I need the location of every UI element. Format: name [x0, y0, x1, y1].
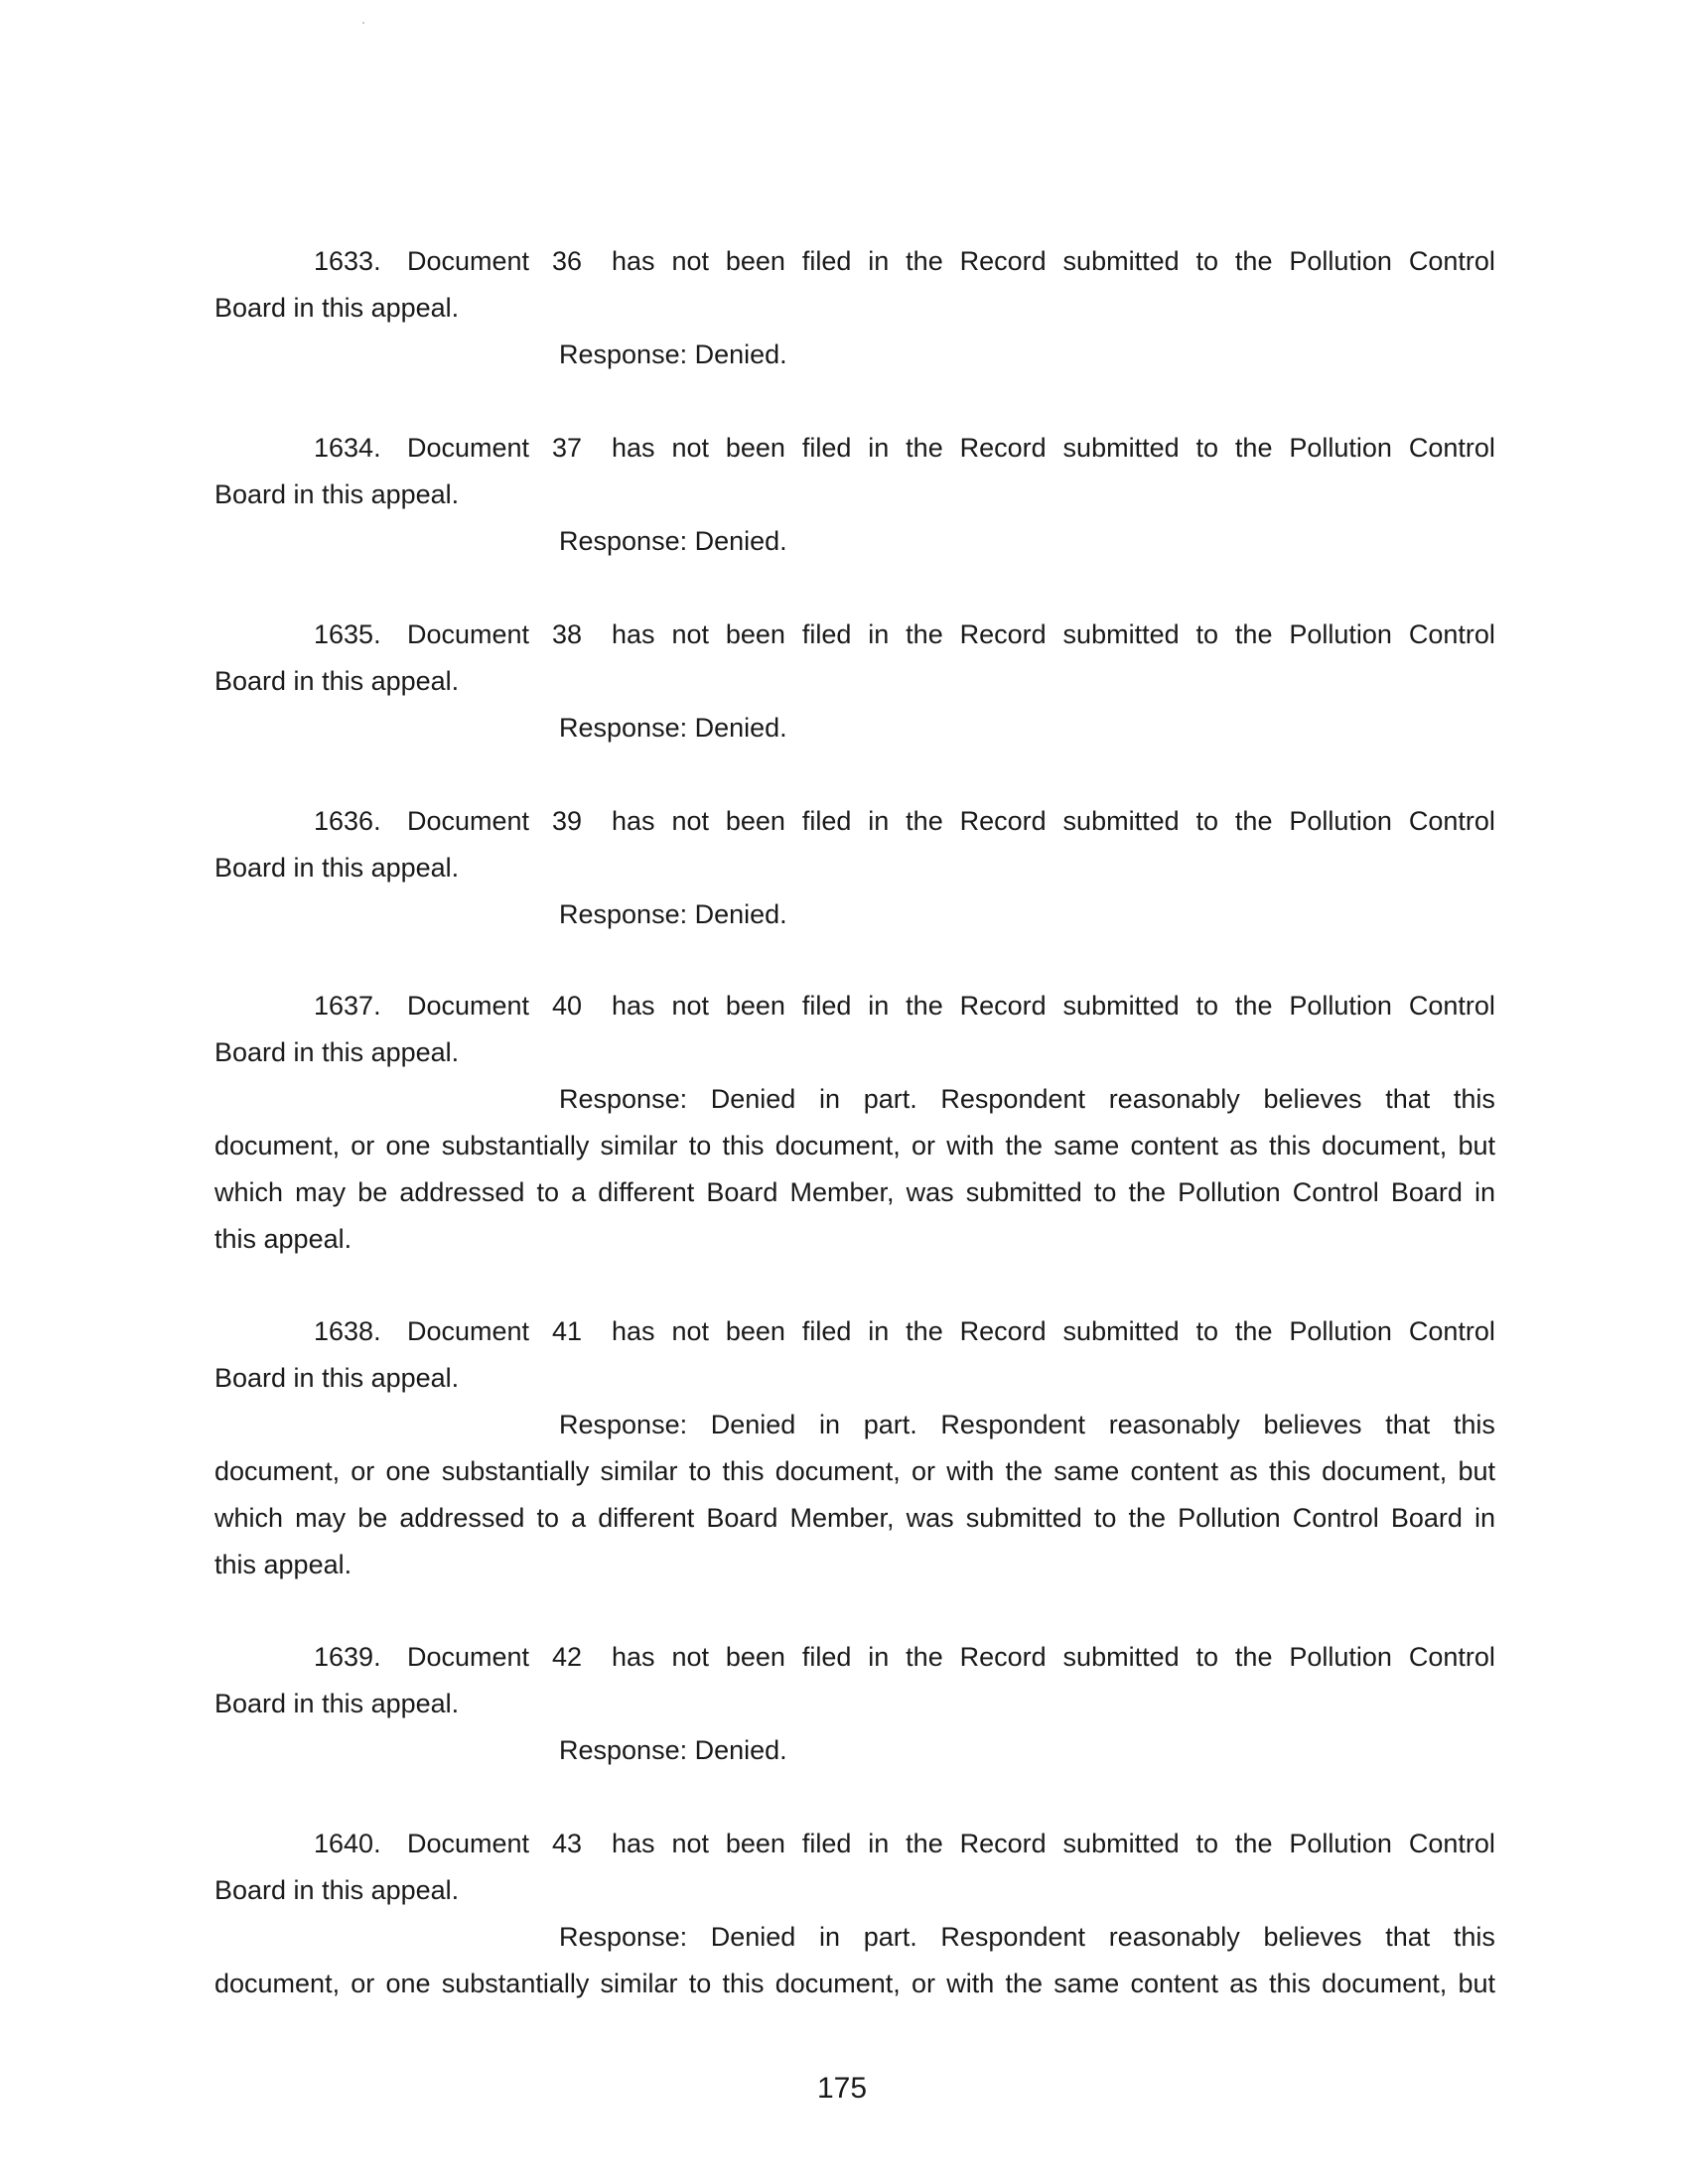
statement-text	[612, 798, 1495, 845]
list-item	[214, 798, 1495, 938]
list-item	[214, 612, 1495, 751]
statement-tail: Board in this appeal.	[214, 1037, 460, 1067]
paragraph-number: 1636.	[314, 806, 381, 836]
response-line: which may be addressed to a different Board Member, was submitted to the Pollution Control Board in	[214, 1503, 1495, 1533]
response-word: Denied	[710, 1084, 796, 1114]
statement-word: filed	[801, 433, 852, 463]
statement-word: been	[725, 619, 785, 649]
statement-word: not	[671, 246, 709, 276]
list-item	[214, 983, 1495, 1263]
statement-word: submitted	[1062, 246, 1180, 276]
statement-word: Pollution	[1289, 991, 1392, 1021]
statement-word: not	[671, 806, 709, 836]
statement-word: filed	[801, 806, 852, 836]
response-word: Denied	[710, 1922, 796, 1952]
list-item	[214, 425, 1495, 565]
statement-word: filed	[801, 619, 852, 649]
statement-word: the	[906, 619, 943, 649]
statement-word: the	[906, 1316, 943, 1346]
statement-first-line	[214, 798, 1495, 845]
document-word: Document	[407, 1316, 530, 1346]
response-word: believes	[1263, 1410, 1362, 1439]
statement-word: Record	[959, 1829, 1047, 1858]
response-word: this	[1453, 1410, 1495, 1439]
statement-word: to	[1195, 433, 1219, 463]
document-number: 38	[552, 619, 583, 649]
statement-word: Record	[959, 246, 1047, 276]
statement-word: in	[868, 619, 890, 649]
statement-text	[612, 1821, 1495, 1867]
statement-word: has	[612, 433, 655, 463]
document-word: Document	[407, 991, 530, 1021]
statement-word: Control	[1408, 1316, 1495, 1346]
statement-word: the	[906, 246, 943, 276]
statement-word: the	[906, 806, 943, 836]
statement-text	[612, 1308, 1495, 1355]
statement-word: Pollution	[1289, 619, 1392, 649]
document-number: 37	[552, 433, 583, 463]
response-word: reasonably	[1108, 1084, 1240, 1114]
document-word: Document	[407, 806, 530, 836]
statement-word: filed	[801, 991, 852, 1021]
response-word: Respondent	[940, 1084, 1086, 1114]
statement-word: not	[671, 991, 709, 1021]
statement-word: the	[1234, 246, 1273, 276]
statement-word: not	[671, 619, 709, 649]
response-text: Response: Denied.	[559, 340, 787, 369]
response-word: Respondent	[940, 1922, 1086, 1952]
statement-word: submitted	[1062, 991, 1180, 1021]
statement-word: the	[1234, 991, 1273, 1021]
statement-word: Control	[1408, 1829, 1495, 1858]
response-last-line: this appeal.	[214, 1550, 352, 1579]
statement-word: to	[1195, 806, 1219, 836]
statement-word: in	[868, 991, 890, 1021]
statement-word: been	[725, 1642, 785, 1672]
statement-word: been	[725, 433, 785, 463]
statement-word: Record	[959, 1316, 1047, 1346]
statement-word: not	[671, 1316, 709, 1346]
statement-word: has	[612, 806, 655, 836]
statement-word: Control	[1408, 806, 1495, 836]
statement-word: been	[725, 991, 785, 1021]
document-word: Document	[407, 246, 530, 276]
statement-word: the	[906, 433, 943, 463]
document-word: Document	[407, 619, 530, 649]
statement-word: has	[612, 1316, 655, 1346]
response-last-line: this appeal.	[214, 1224, 352, 1254]
response-word: in	[819, 1922, 841, 1952]
response-word: Respondent	[940, 1410, 1086, 1439]
statement-word: submitted	[1062, 806, 1180, 836]
statement-text	[612, 425, 1495, 472]
statement-word: the	[906, 1642, 943, 1672]
response-word: Denied	[710, 1410, 796, 1439]
statement-tail: Board in this appeal.	[214, 666, 460, 696]
statement-first-line	[214, 983, 1495, 1029]
statement-word: submitted	[1062, 433, 1180, 463]
statement-text	[612, 612, 1495, 658]
statement-word: been	[725, 246, 785, 276]
statement-word: to	[1195, 619, 1219, 649]
statement-word: to	[1195, 246, 1219, 276]
statement-word: the	[1234, 1829, 1273, 1858]
statement-word: not	[671, 433, 709, 463]
statement-word: Record	[959, 619, 1047, 649]
list-item	[214, 238, 1495, 378]
statement-word: the	[906, 1829, 943, 1858]
response-word: reasonably	[1108, 1922, 1240, 1952]
statement-word: the	[1234, 433, 1273, 463]
statement-tail: Board in this appeal.	[214, 853, 460, 883]
statement-word: has	[612, 619, 655, 649]
statement-word: submitted	[1062, 1642, 1180, 1672]
document-word: Document	[407, 433, 530, 463]
statement-word: Record	[959, 433, 1047, 463]
document-number: 42	[552, 1642, 583, 1672]
statement-word: has	[612, 1642, 655, 1672]
statement-word: the	[906, 991, 943, 1021]
response-word: this	[1453, 1084, 1495, 1114]
document-number: 40	[552, 991, 583, 1021]
statement-word: to	[1195, 1829, 1219, 1858]
paragraph-number: 1637.	[314, 991, 381, 1021]
statement-word: in	[868, 806, 890, 836]
statement-text	[612, 983, 1495, 1029]
paragraph-number: 1633.	[314, 246, 381, 276]
statement-word: Record	[959, 991, 1047, 1021]
statement-word: the	[1234, 1642, 1273, 1672]
statement-word: Pollution	[1289, 806, 1392, 836]
statement-tail: Board in this appeal.	[214, 1875, 460, 1905]
statement-word: in	[868, 246, 890, 276]
statement-word: the	[1234, 1316, 1273, 1346]
response-word: this	[1453, 1922, 1495, 1952]
response-first-line	[214, 1914, 1495, 1961]
statement-word: submitted	[1062, 619, 1180, 649]
response-word: that	[1385, 1922, 1431, 1952]
scan-speck	[362, 22, 364, 24]
statement-word: Pollution	[1289, 1316, 1392, 1346]
statement-word: Control	[1408, 1642, 1495, 1672]
statement-first-line	[214, 425, 1495, 472]
response-word: reasonably	[1108, 1410, 1240, 1439]
statement-tail: Board in this appeal.	[214, 479, 460, 509]
statement-word: Control	[1408, 619, 1495, 649]
paragraph-number: 1639.	[314, 1642, 381, 1672]
statement-word: filed	[801, 246, 852, 276]
statement-first-line	[214, 1308, 1495, 1355]
statement-word: in	[868, 1829, 890, 1858]
statement-first-line	[214, 238, 1495, 285]
statement-word: Record	[959, 1642, 1047, 1672]
statement-word: has	[612, 991, 655, 1021]
paragraph-number: 1638.	[314, 1316, 381, 1346]
statement-word: submitted	[1062, 1316, 1180, 1346]
document-number: 36	[552, 246, 583, 276]
statement-text	[612, 238, 1495, 285]
statement-tail: Board in this appeal.	[214, 1363, 460, 1393]
statement-first-line	[214, 1634, 1495, 1681]
paragraph-number: 1640.	[314, 1829, 381, 1858]
response-word: part.	[863, 1922, 917, 1952]
statement-word: filed	[801, 1316, 852, 1346]
response-word: Response:	[559, 1410, 688, 1439]
response-word: part.	[863, 1410, 917, 1439]
paragraph-number: 1634.	[314, 433, 381, 463]
response-text: Response: Denied.	[559, 1735, 787, 1765]
response-word: in	[819, 1084, 841, 1114]
statement-word: Record	[959, 806, 1047, 836]
statement-word: the	[1234, 806, 1273, 836]
response-word: Response:	[559, 1922, 688, 1952]
list-item	[214, 1821, 1495, 2007]
statement-word: Pollution	[1289, 1642, 1392, 1672]
statement-word: been	[725, 1316, 785, 1346]
statement-word: has	[612, 246, 655, 276]
document-number: 41	[552, 1316, 583, 1346]
response-text: Response: Denied.	[559, 899, 787, 929]
document-word: Document	[407, 1642, 530, 1672]
statement-tail: Board in this appeal.	[214, 293, 460, 323]
list-item	[214, 1308, 1495, 1588]
document-number: 43	[552, 1829, 583, 1858]
statement-word: to	[1195, 991, 1219, 1021]
statement-word: Pollution	[1289, 246, 1392, 276]
statement-word: to	[1195, 1642, 1219, 1672]
response-word: that	[1385, 1410, 1431, 1439]
document-number: 39	[552, 806, 583, 836]
response-first-line	[214, 1402, 1495, 1448]
statement-word: in	[868, 1316, 890, 1346]
statement-word: Control	[1408, 246, 1495, 276]
response-line: document, or one substantially similar to this document, or with the same content as this document, but	[214, 1456, 1495, 1486]
response-text: Response: Denied.	[559, 526, 787, 556]
response-word: that	[1385, 1084, 1431, 1114]
statement-word: in	[868, 1642, 890, 1672]
document-word: Document	[407, 1829, 530, 1858]
response-word: believes	[1263, 1084, 1362, 1114]
statement-word: not	[671, 1642, 709, 1672]
response-line: document, or one substantially similar to this document, or with the same content as this document, but	[214, 1131, 1495, 1160]
statement-word: in	[868, 433, 890, 463]
statement-word: the	[1234, 619, 1273, 649]
response-word: Response:	[559, 1084, 688, 1114]
statement-word: Pollution	[1289, 433, 1392, 463]
statement-word: has	[612, 1829, 655, 1858]
statement-word: to	[1195, 1316, 1219, 1346]
statement-text	[612, 1634, 1495, 1681]
response-word: part.	[863, 1084, 917, 1114]
statement-word: been	[725, 1829, 785, 1858]
list-item	[214, 1634, 1495, 1774]
statement-word: not	[671, 1829, 709, 1858]
statement-word: submitted	[1062, 1829, 1180, 1858]
statement-first-line	[214, 1821, 1495, 1867]
statement-word: filed	[801, 1829, 852, 1858]
statement-tail: Board in this appeal.	[214, 1689, 460, 1718]
statement-word: filed	[801, 1642, 852, 1672]
page-number: 175	[816, 2072, 868, 2105]
paragraph-number: 1635.	[314, 619, 381, 649]
statement-word: Pollution	[1289, 1829, 1392, 1858]
response-first-line	[214, 1076, 1495, 1123]
response-text: Response: Denied.	[559, 713, 787, 743]
statement-first-line	[214, 612, 1495, 658]
statement-word: been	[725, 806, 785, 836]
response-word: believes	[1263, 1922, 1362, 1952]
response-line: document, or one substantially similar to this document, or with the same content as this document, but	[214, 1969, 1495, 1998]
statement-word: Control	[1408, 991, 1495, 1021]
response-line: which may be addressed to a different Board Member, was submitted to the Pollution Control Board in	[214, 1177, 1495, 1207]
response-word: in	[819, 1410, 841, 1439]
statement-word: Control	[1408, 433, 1495, 463]
